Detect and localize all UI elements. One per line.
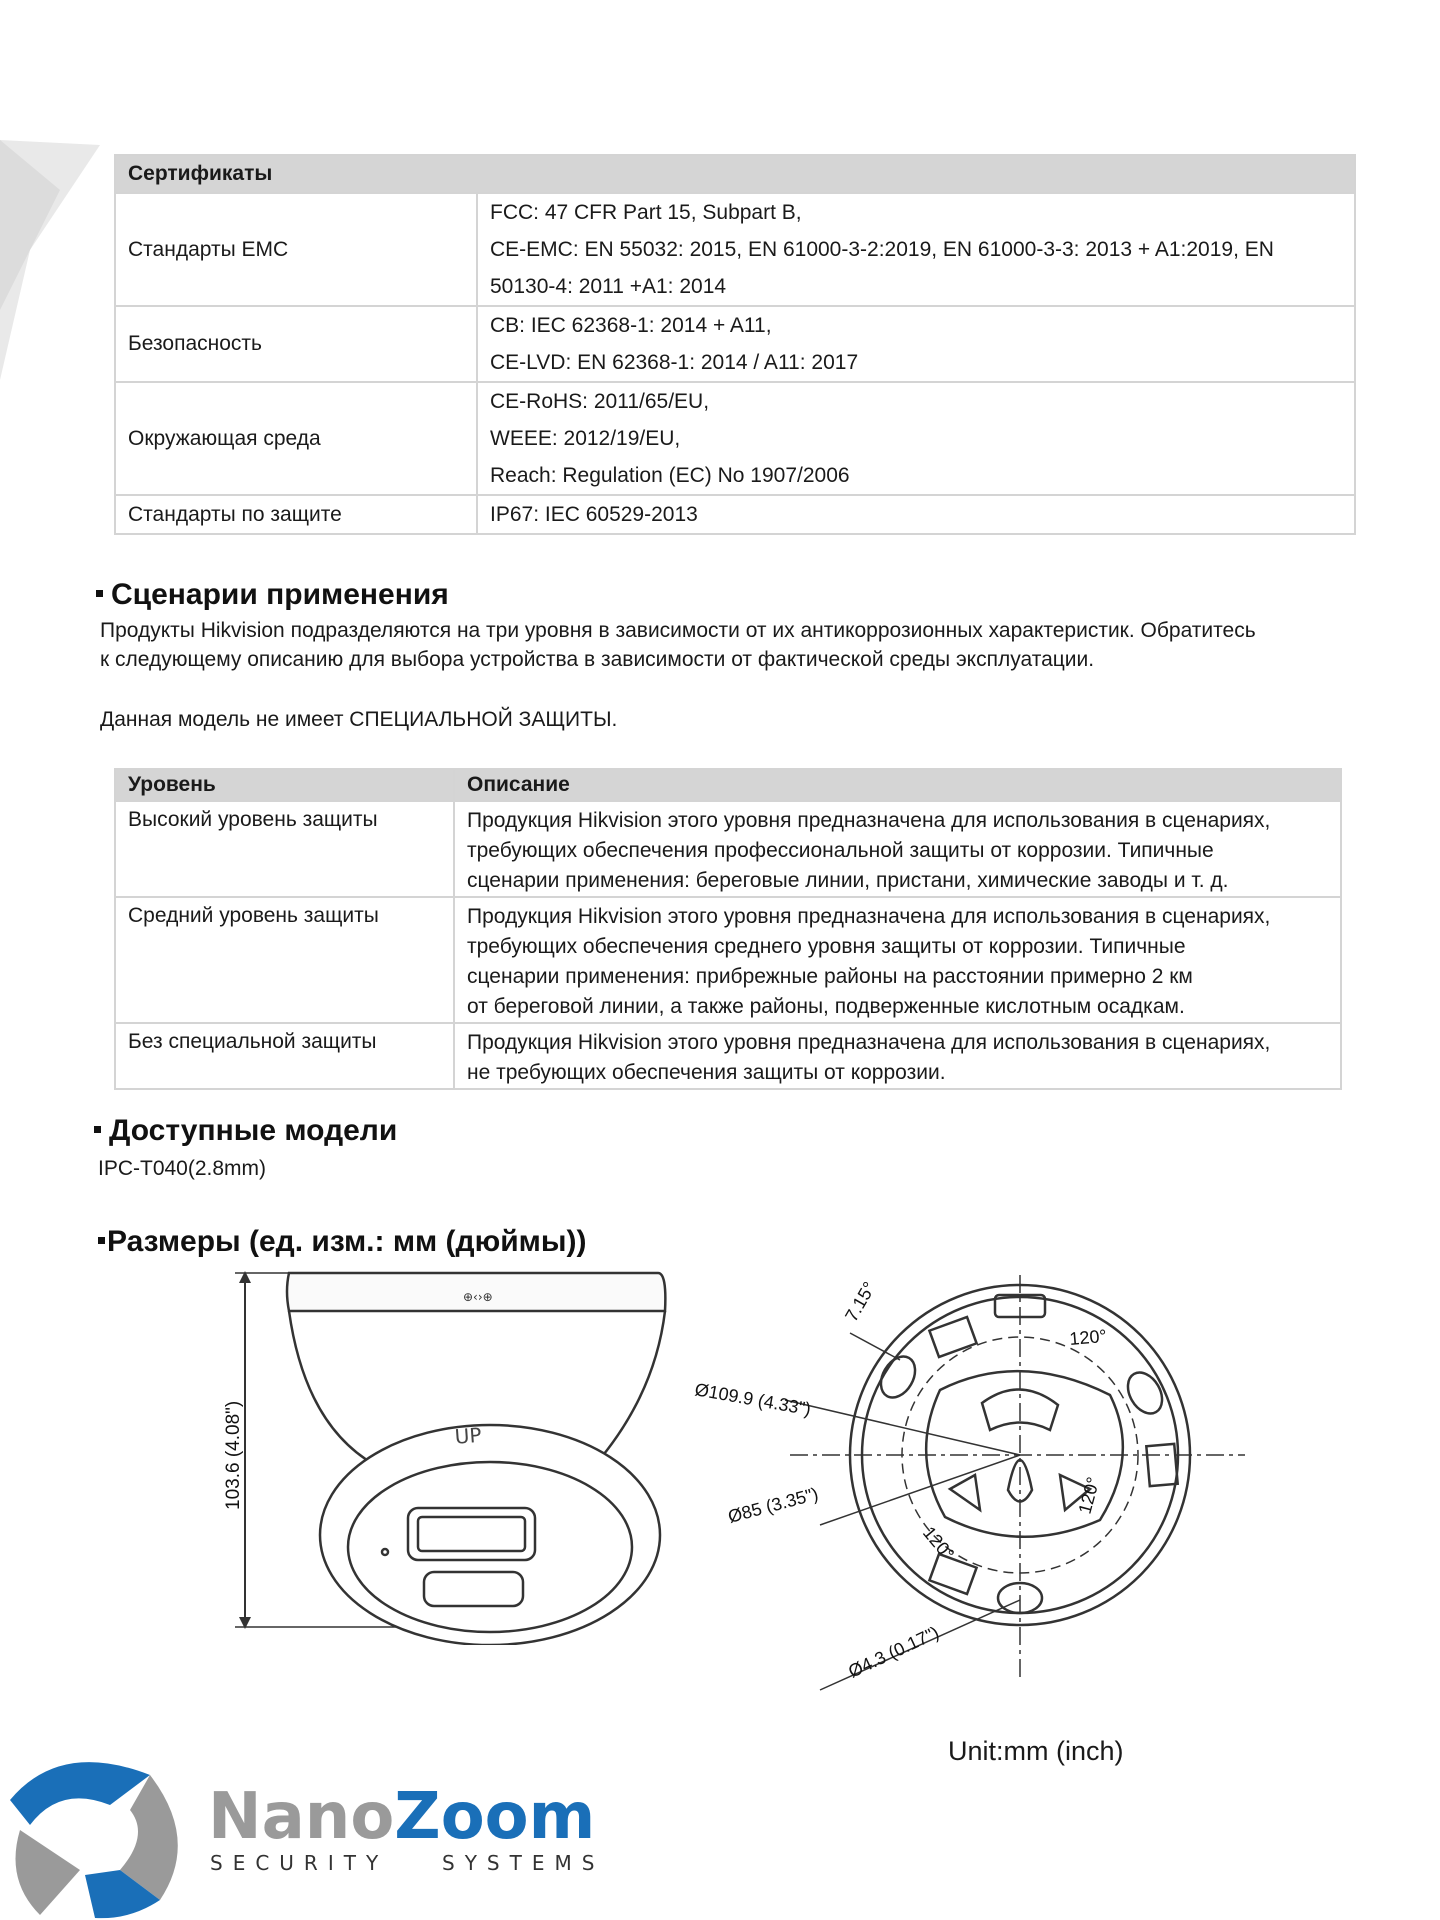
certificates-title: Сертификаты	[115, 155, 1355, 193]
outer-diameter-label: Ø109.9 (4.33")	[693, 1379, 813, 1420]
up-label: UP	[453, 1422, 483, 1449]
scenarios-note: Данная модель не имеет СПЕЦИАЛЬНОЙ ЗАЩИТЫ.	[100, 708, 618, 731]
nanozoom-logo-icon	[0, 1730, 200, 1920]
watermark-shape	[0, 130, 110, 390]
cert-label: Стандарты по защите	[115, 495, 477, 534]
angle-label: 7.15°	[841, 1278, 880, 1325]
level-label: Средний уровень защиты	[115, 897, 454, 1023]
logo-subtitle-security: SECURITY	[210, 1851, 389, 1875]
inner-diameter-label: Ø85 (3.35")	[725, 1483, 821, 1527]
cert-label: Безопасность	[115, 306, 477, 382]
level-label: Без специальной защиты	[115, 1023, 454, 1089]
col-header-level: Уровень	[115, 769, 454, 801]
cert-value: CB: IEC 62368-1: 2014 + A11,	[490, 314, 772, 337]
level-label: Высокий уровень защиты	[115, 801, 454, 897]
cert-value: IP67: IEC 60529-2013	[490, 503, 698, 526]
cert-value: CE-EMC: EN 55032: 2015, EN 61000-3-2:2019, EN 61000-3-3: 2013 + A1:2019, EN	[490, 238, 1274, 261]
cert-value: CE-RoHS: 2011/65/EU,	[490, 390, 710, 413]
logo-subtitle-systems: SYSTEMS	[442, 1851, 605, 1875]
camera-side-view	[215, 1265, 685, 1645]
table-row	[115, 382, 1355, 495]
logo-wordmark: NanoZoom	[208, 1780, 596, 1854]
cert-value: CE-LVD: EN 62368-1: 2014 / A11: 2017	[490, 351, 859, 374]
cert-value: WEEE: 2012/19/EU,	[490, 427, 681, 450]
unit-label: Unit:mm (inch)	[948, 1736, 1124, 1766]
certificates-table	[114, 154, 1356, 535]
model-name: IPC-T040(2.8mm)	[98, 1157, 267, 1180]
cert-value: Reach: Regulation (EC) No 1907/2006	[490, 464, 850, 487]
models-heading: Доступные модели	[94, 1114, 397, 1148]
table-row	[115, 495, 1355, 534]
height-dimension: 103.6 (4.08")	[223, 1400, 244, 1510]
cert-label: Стандарты EMC	[115, 193, 477, 306]
cert-value: FCC: 47 CFR Part 15, Subpart B,	[490, 201, 802, 224]
angle-label: 120°	[1074, 1474, 1104, 1517]
camera-base-view	[690, 1255, 1250, 1695]
table-row: Без специальной защиты Продукция Hikvision этого уровня предназначена для использования в сценариях, не требующих обеспечения защиты от коррозии.	[115, 1023, 1341, 1089]
table-row	[115, 193, 1355, 306]
cert-value: 50130-4: 2011 +A1: 2014	[490, 275, 727, 298]
table-row: Высокий уровень защиты Продукция Hikvision этого уровня предназначена для использования в сценариях, требующих обеспечения профессиональной защиты от коррозии. Типичные сценарии применения: береговые линии, пристани, химические заводы и т. д.	[115, 801, 1341, 897]
angle-label: 120°	[918, 1522, 959, 1565]
scenarios-intro: Продукты Hikvision подразделяются на три уровня в зависимости от их антикоррозионных характеристик. Обратитесь к следующему описанию для выбора устройства в зависимости от фактической среды эксплуатации.	[100, 619, 1256, 671]
table-row	[115, 306, 1355, 382]
col-header-description: Описание	[454, 769, 1341, 801]
angle-label: 120°	[1068, 1325, 1108, 1349]
cert-label: Окружающая среда	[115, 382, 477, 495]
cable-icon-label: ⊕‹›⊕	[463, 1290, 493, 1304]
hole-diameter-label: Ø4.3 (0.17")	[845, 1622, 942, 1682]
protection-table	[114, 768, 1342, 1090]
table-row: Средний уровень защиты Продукция Hikvision этого уровня предназначена для использования в сценариях, требующих обеспечения среднего уровня защиты от коррозии. Типичные сценарии применения: прибрежные районы на расстоянии примерно 2 км от береговой линии, а также районы, подверженные кислотным осадкам.	[115, 897, 1341, 1023]
dimensions-heading: Размеры (ед. изм.: мм (дюймы))	[98, 1225, 586, 1259]
scenarios-heading: Сценарии применения	[96, 578, 449, 612]
